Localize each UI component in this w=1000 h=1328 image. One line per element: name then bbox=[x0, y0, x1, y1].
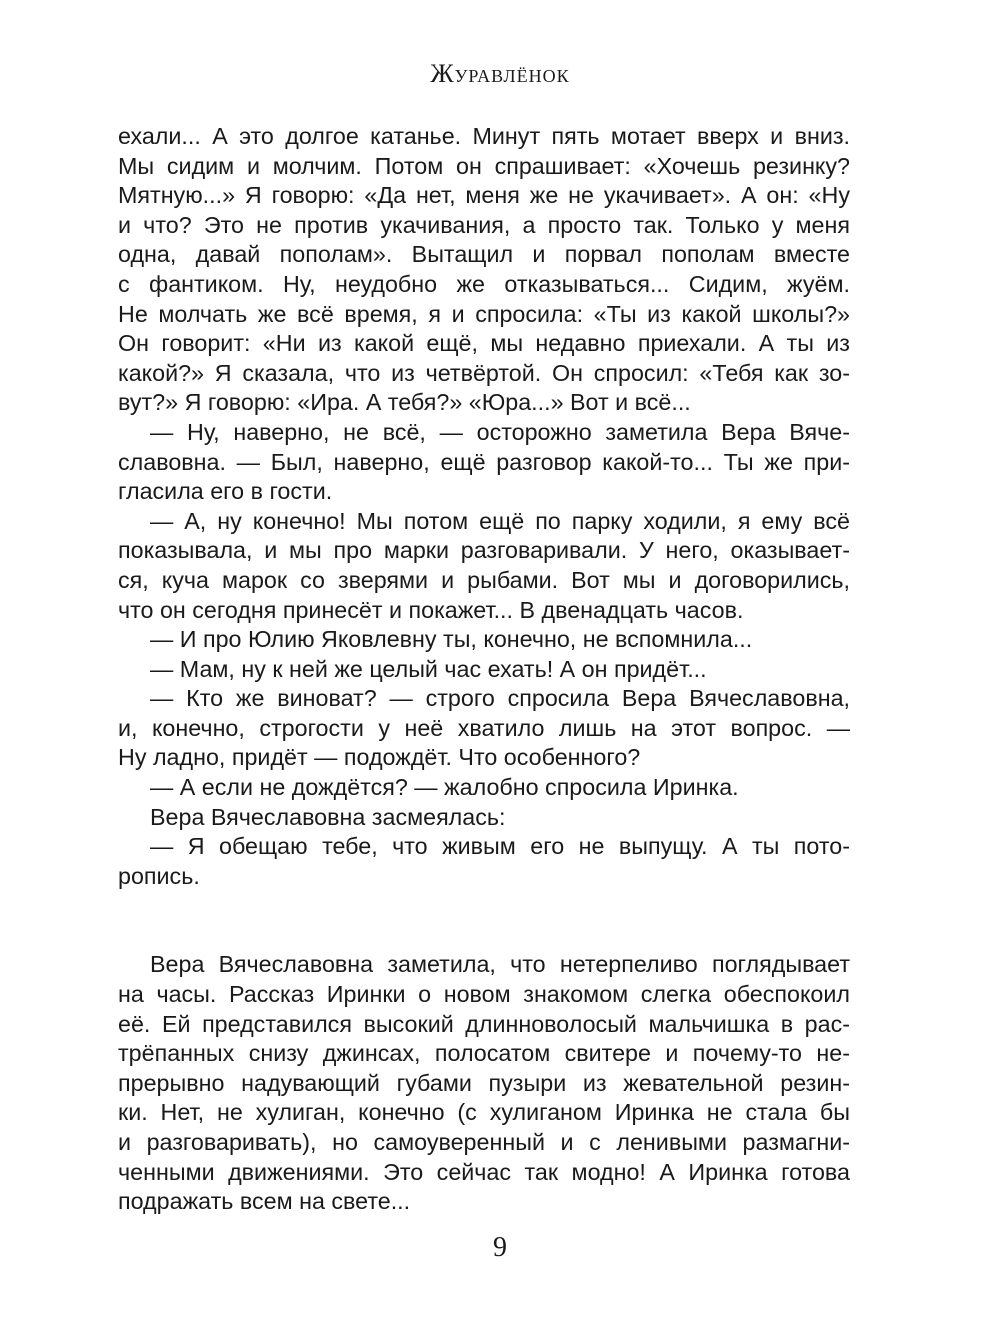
text-line: Мы сидим и молчим. Потом он спрашивает: «Хочешь резинку? bbox=[118, 152, 850, 179]
text-line: на часы. Рассказ Иринки о новом знакомом слегка обеспокоил bbox=[118, 981, 850, 1008]
text-line: — А, ну конечно! Мы потом ещё по парку ходили, я ему всё bbox=[150, 507, 850, 534]
text-line: Не молчать же всё время, я и спросила: «Ты из какой школы?» bbox=[118, 300, 850, 327]
text-line: с фантиком. Ну, неудобно же отказываться... Сидим, жуём. bbox=[118, 270, 850, 297]
text-line: ченными движениями. Это сейчас так модно! А Иринка готова bbox=[118, 1158, 850, 1185]
text-line: и что? Это не против укачивания, а просто так. Только у меня bbox=[118, 211, 850, 238]
running-head: Журавлёнок bbox=[430, 59, 570, 88]
text-line: ропись. bbox=[118, 862, 200, 889]
text-line: — Я обещаю тебе, что живым его не выпущу. А ты пото- bbox=[150, 833, 850, 860]
text-line: Мятную...» Я говорю: «Да нет, меня же не укачивает». А он: «Ну bbox=[118, 182, 850, 209]
text-line: что он сегодня принесёт и покажет... В двенадцать часов. bbox=[118, 596, 744, 623]
text-line: подражать всем на свете... bbox=[118, 1188, 411, 1215]
text-line: прерывно надувающий губами пузыри из жевательной резин- bbox=[118, 1069, 850, 1096]
text-line: — Кто же виноват? — строго спросила Вера Вячеславовна, bbox=[150, 685, 850, 712]
text-line: славовна. — Был, наверно, ещё разговор какой-то... Ты же при- bbox=[118, 448, 850, 475]
text-line: какой?» Я сказала, что из четвёртой. Он спросил: «Тебя как зо- bbox=[118, 359, 850, 386]
text-line: гласила его в гости. bbox=[118, 478, 333, 505]
text-line: её. Ей представился высокий длинноволосый мальчишка в рас- bbox=[118, 1010, 850, 1037]
text-line: — А если не дождётся? — жалобно спросила Иринка. bbox=[150, 774, 739, 801]
section-break bbox=[118, 891, 850, 950]
text-line: и разговаривать), но самоуверенный и с ленивыми размагни- bbox=[118, 1129, 850, 1155]
body-text bbox=[118, 122, 850, 1217]
text-line: Ну ладно, придёт — подождёт. Что особенного? bbox=[118, 744, 641, 771]
text-line: ки. Нет, не хулиган, конечно (с хулиганом Иринка не стала бы bbox=[118, 1099, 850, 1126]
text-line: ехали... А это долгое катанье. Минут пять мотает вверх и вниз. bbox=[118, 123, 850, 149]
text-line: трёпанных снизу джинсах, полосатом свитере и почему-то не- bbox=[118, 1040, 850, 1067]
text-line: ся, куча марок со зверями и рыбами. Вот мы и договорились, bbox=[118, 566, 850, 593]
text-line: — И про Юлию Яковлевну ты, конечно, не вспомнила... bbox=[150, 626, 753, 653]
text-line: вут?» Я говорю: «Ира. А тебя?» «Юра...» Вот и всё... bbox=[118, 389, 691, 416]
page-number: 9 bbox=[493, 1232, 507, 1263]
text-line: и, конечно, строгости у неё хватило лишь на этот вопрос. — bbox=[118, 714, 850, 741]
text-line: показывала, и мы про марки разговаривали. У него, оказывает- bbox=[118, 537, 850, 564]
text-line: — Мам, ну к ней же целый час ехать! А он придёт... bbox=[150, 655, 707, 682]
text-line: одна, давай пополам». Вытащил и порвал пополам вместе bbox=[118, 241, 850, 268]
text-line: — Ну, наверно, не всё, — осторожно заметила Вера Вяче- bbox=[150, 418, 850, 445]
text-line: Он говорит: «Ни из какой ещё, мы недавно приехали. А ты из bbox=[118, 330, 850, 357]
text-line: Вера Вячеславовна заметила, что нетерпеливо поглядывает bbox=[150, 951, 850, 978]
text-line: Вера Вячеславовна засмеялась: bbox=[150, 803, 506, 830]
